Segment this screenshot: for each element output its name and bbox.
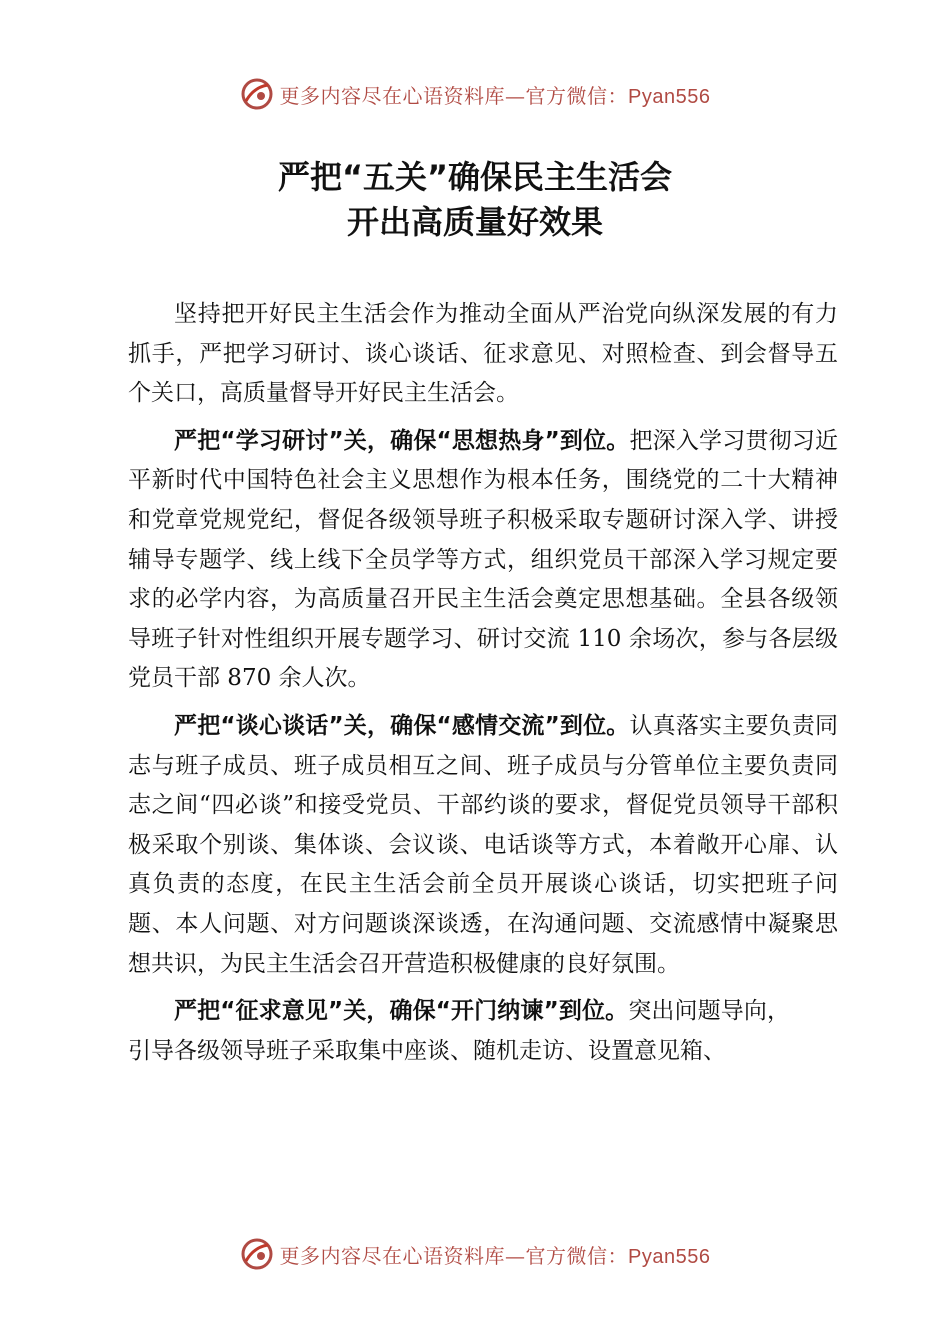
paragraph-text: 把深入学习贯彻习近平新时代中国特色社会主义思想作为根本任务，围绕党的二十大精神和党章党规党纪，督促各级领导班子积极采取专题研讨深入学、讲授辅导专题学、线上线下全员学等方式，组织党员干部深入学习规定要求的必学内容，为高质量召开民主生活会奠定思想基础。全县各级领导班子针对性组织开展专题学习、研讨交流 110 余场次，参与各层级党员干部 870 余人次。 (128, 427, 839, 692)
paragraph-lead: 严把“征求意见”关，确保“开门纳谏”到位。 (174, 998, 629, 1025)
paragraph-lead: 严把“学习研讨”关，确保“思想热身”到位。 (174, 427, 630, 454)
header-watermark (0, 72, 950, 116)
title-line-1: 严把“五关”确保民主生活会 (277, 158, 673, 196)
document-body (128, 295, 838, 1079)
watermark-text: 更多内容尽在心语资料库—官方微信：Pyan556 (279, 83, 711, 108)
paragraph-text: 突出问题导向，引导各级领导班子采取集中座谈、随机走访、设置意见箱、 (128, 998, 791, 1064)
watermark-handle: Pyan556 (628, 1245, 711, 1268)
paragraph-text: 认真落实主要负责同志与班子成员、班子成员相互之间、班子成员与分管单位主要负责同志之间“四必谈”和接受党员、干部约谈的要求，督促党员领导干部积极采取个别谈、集体谈、会议谈、电话谈等方式，本着敞开心扉、认真负责的态度，在民主生活会前全员开展谈心谈话，切实把班子问题、本人问题、对方问题谈深谈透，在沟通问题、交流感情中凝聚思想共识，为民主生活会召开营造积极健康的良好氛围。 (128, 712, 839, 977)
paragraph-study (128, 422, 838, 699)
title-line-2: 开出高质量好效果 (346, 203, 603, 241)
document-title (0, 155, 950, 245)
seal-logo-icon (240, 1237, 274, 1271)
seal-logo-icon (240, 77, 274, 111)
paragraph-lead: 严把“谈心谈话”关，确保“感情交流”到位。 (174, 712, 630, 739)
paragraph-talk (128, 707, 838, 984)
watermark-handle: Pyan556 (628, 85, 711, 108)
watermark-text: 更多内容尽在心语资料库—官方微信：Pyan556 (279, 1243, 711, 1268)
paragraph-intro (128, 295, 838, 414)
paragraph-text: 坚持把开好民主生活会作为推动全面从严治党向纵深发展的有力抓手，严把学习研讨、谈心谈话、征求意见、对照检查、到会督导五个关口，高质量督导开好民主生活会。 (128, 301, 838, 407)
paragraph-opinion (128, 992, 838, 1071)
footer-watermark (0, 1232, 950, 1276)
